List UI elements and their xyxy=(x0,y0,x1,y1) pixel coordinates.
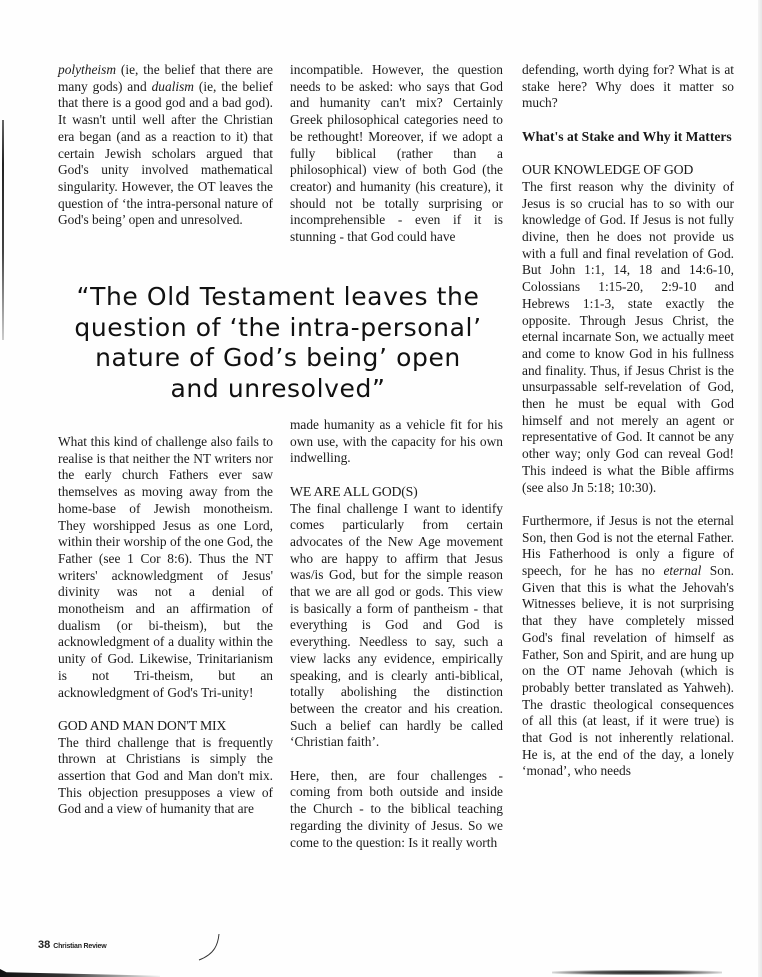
scan-shadow-left xyxy=(0,969,160,977)
magazine-name: Christian Review xyxy=(53,943,107,950)
paragraph: The final challenge I want to identify comes particularly from certain advocates of the New Age movement who are happy to affirm that Jesus was/is God, but for the simple reason that we are all god or gods. This view is basically a form of pantheism - that everything is God and God is everything. Needless to say, such a view lacks any evidence, empirically speaking, and is clearly anti-biblical, totally abolishing the distinction between the creator and his creation. Such a belief can hardly be called ‘Christian faith’. xyxy=(290,500,503,750)
paragraph: polytheism (ie, the belief that there are many gods) and dualism (ie, the belief that there is a good god and a bad god). It wasn't until well after the Christian era began (and as a reaction to it) that certain Jewish scholars argued that God's unity involved mathematical singularity. However, the OT leaves the question of ‘the intra-personal nature of God's being’ open and unresolved. xyxy=(58,62,274,228)
pull-quote-line: question of ‘the intra-personal’ xyxy=(74,312,482,342)
subheading: WE ARE ALL GOD(S) xyxy=(290,483,418,499)
pen-mark-icon xyxy=(195,932,225,962)
column-1-top xyxy=(58,62,273,229)
scan-edge-left xyxy=(2,120,4,340)
section xyxy=(522,162,734,496)
pull-quote-line: nature of God’s being’ open xyxy=(95,343,461,372)
italic-term: eternal xyxy=(663,563,702,579)
paragraph: The first reason why the divinity of Jesus is so crucial has to so with our knowledge of God. If Jesus is not fully divine, then he does not provide us with a full and final revelation of God. But John 1:1, 14, 18 and 14:6-10, Colossians 1:15-20, 2:9-10 and Hebrews 1:1-3, state exactly the opposite. Through Jesus Christ, the eternal incarnate Son, we actually meet and come to know God in his fullness and finality. Thus, if Jesus Christ is the unsurpassable self-revelation of God, then he must be equal with God himself and not merely an agent or representative of God. It cannot be any other way; only God can reveal God! This indeed is what the Bible affirms (see also Jn 5:18; 10:30). xyxy=(522,178,734,495)
subheading: GOD AND MAN DON'T MIX xyxy=(58,717,227,733)
page-number: 38 xyxy=(38,939,51,951)
column-2-top xyxy=(290,62,503,246)
column-1-bottom xyxy=(58,434,273,818)
pull-quote xyxy=(48,282,508,404)
subheading: OUR KNOWLEDGE OF GOD xyxy=(522,162,694,178)
paragraph: Furthermore, if Jesus is not the eternal Son, then God is not the eternal Father. His Fatherhood is only a figure of speech, for he has no eternal Son. Given that this is what the Jehovah's Witnesses believe, it is not surprising that they have completely missed God's final revelation of himself as Father, Son and Spirit, and are hung up on the OT name Jehovah (which is probably better translated as Yahweh). The drastic theological consequences of all this (at least, if it were true) is that God is not inherently relational. He is, at the end of the day, a lonely ‘monad’, who needs xyxy=(522,512,734,779)
column-2-bottom xyxy=(290,417,503,851)
pull-quote-line: and unresolved” xyxy=(170,373,386,403)
scan-shadow-right xyxy=(552,970,722,975)
section xyxy=(290,484,503,751)
paragraph: made humanity as a vehicle fit for his own use, with the capacity for his own indwelling. xyxy=(290,417,503,466)
paragraph: defending, worth dying for? What is at stake here? Why does it matter so much? xyxy=(522,62,734,111)
scan-edge-right xyxy=(758,0,762,977)
italic-term: dualism xyxy=(151,78,194,94)
column-3 xyxy=(522,62,734,780)
section xyxy=(58,718,273,818)
paragraph: Here, then, are four challenges - coming from both outside and inside the Church - to the biblical teaching regarding the divinity of Jesus. So we come to the question: Is it really worth xyxy=(290,767,503,850)
paragraph: The third challenge that is frequently thrown at Christians is simply the assertion that God and Man don't mix. This objection presupposes a view of God and a view of humanity that are xyxy=(58,734,273,817)
paragraph: What this kind of challenge also fails to realise is that neither the NT writers nor the early church Fathers ever saw themselves as moving away from the home-base of Jewish monotheism. They worshipped Jesus as one Lord, within their worship of the one God, the Father (see 1 Cor 8:6). Thus the NT writers' acknowledgment of Jesus' divinity was not a denial of monotheism and an affirmation of dualism (or bi-theism), but the acknowledgment of a duality within the unity of God. Likewise, Trinitarianism is not Tri-theism, but an acknowledgment of God's Tri-unity! xyxy=(58,434,273,700)
pull-quote-line: “The Old Testament leaves the xyxy=(76,282,480,311)
italic-term: polytheism xyxy=(58,62,117,77)
page-footer xyxy=(38,939,106,951)
section-heading: What's at Stake and Why it Matters xyxy=(522,128,732,144)
paragraph: incompatible. However, the question needs to be asked: who says that God and humanity can't mix? Certainly Greek philosophical categories need to be rethought! Moreover, if we adopt a fully biblical (rather than a philosophical) view of both God (the creator) and humanity (his creature), it should not be totally surprising or incomprehensible - even if it is stunning - that God could have xyxy=(290,62,503,245)
